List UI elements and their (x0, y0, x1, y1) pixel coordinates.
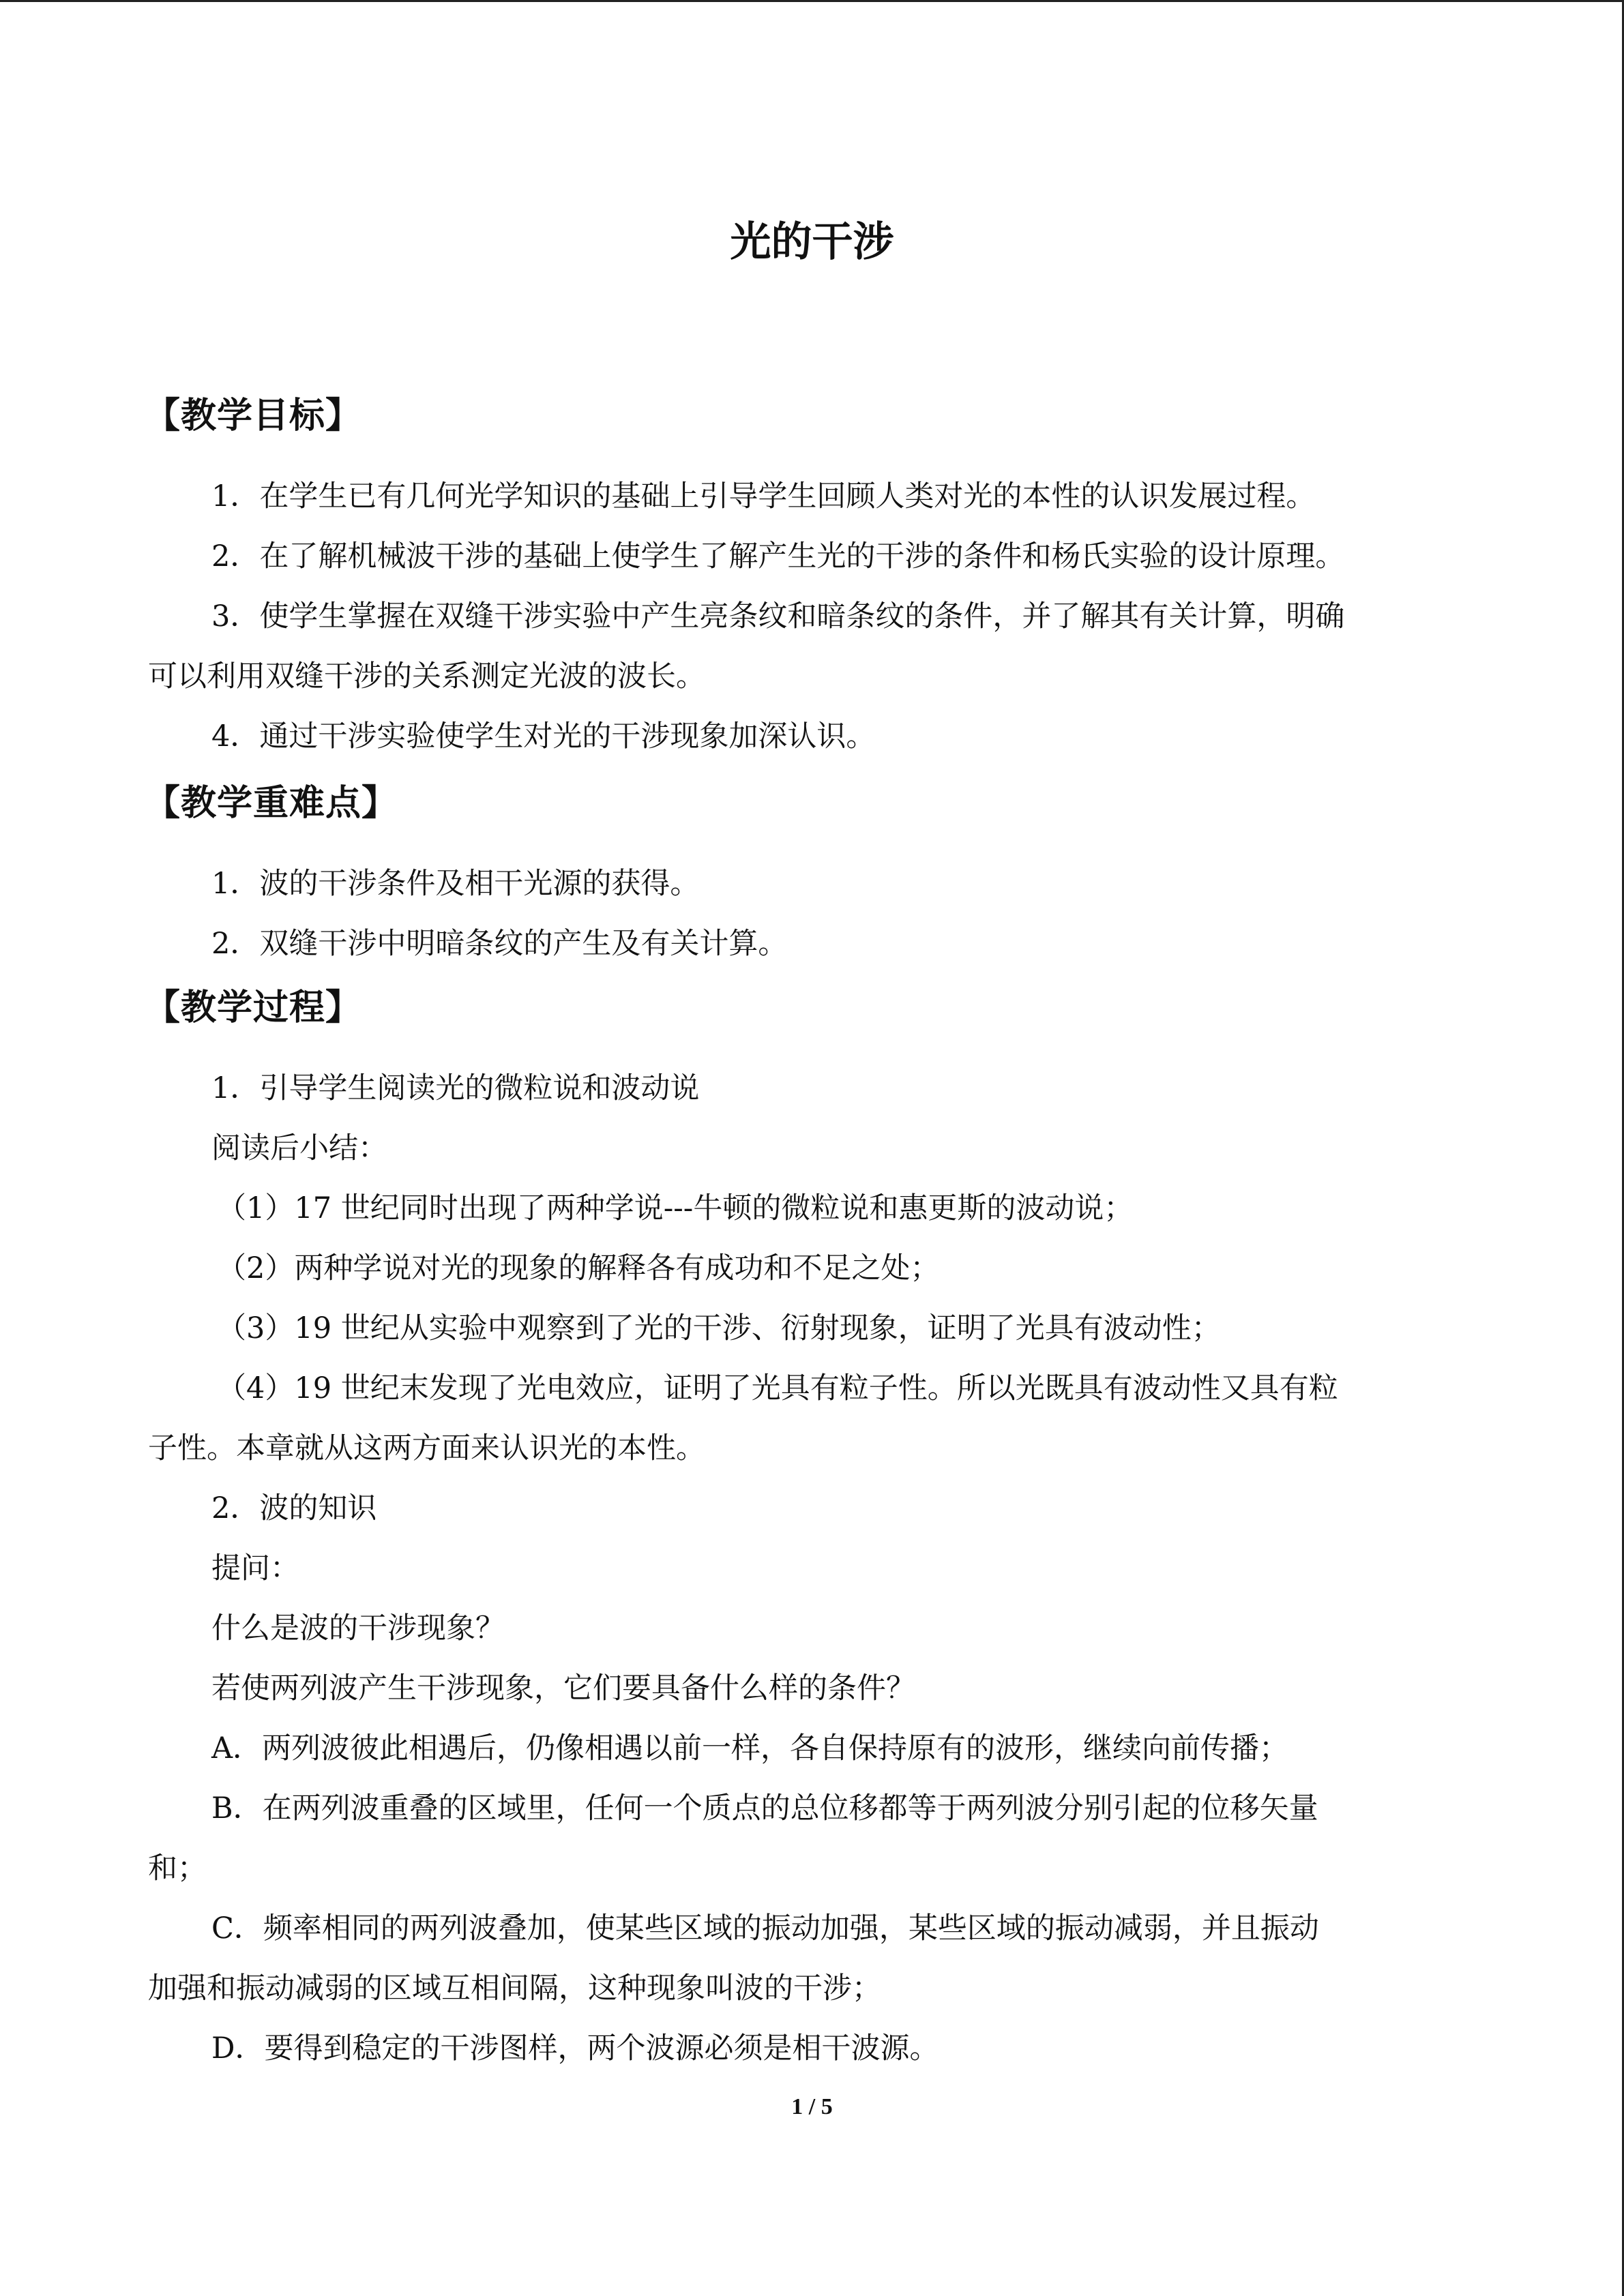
paragraph-line: 2．波的知识 (211, 1491, 377, 1525)
paragraph-line: 什么是波的干涉现象？ (211, 1611, 505, 1645)
paragraph-line: 加强和振动减弱的区域互相间隔，这种现象叫波的干涉； (148, 1971, 881, 2006)
paragraph-line: 1．在学生已有几何光学知识的基础上引导学生回顾人类对光的本性的认识发展过程。 (211, 479, 1316, 513)
paragraph-line: 2．在了解机械波干涉的基础上使学生了解产生光的干涉的条件和杨氏实验的设计原理。 (211, 539, 1345, 573)
paragraph-line: 4．通过干涉实验使学生对光的干涉现象加深认识。 (211, 719, 876, 754)
section-heading-process: 【教学过程】 (145, 987, 362, 1028)
paragraph-line: A．两列波彼此相遇后，仍像相遇以前一样，各自保持原有的波形，继续向前传播； (211, 1731, 1289, 1765)
paragraph-line: （1）17 世纪同时出现了两种学说---牛顿的微粒说和惠更斯的波动说； (217, 1191, 1134, 1225)
paragraph-line: 3．使学生掌握在双缝干涉实验中产生亮条纹和暗条纹的条件，并了解其有关计算，明确 (211, 599, 1345, 633)
paragraph-line: 可以利用双缝干涉的关系测定光波的波长。 (148, 659, 705, 694)
paragraph-line: 若使两列波产生干涉现象，它们要具备什么样的条件？ (211, 1671, 915, 1705)
paragraph-line: 2．双缝干涉中明暗条纹的产生及有关计算。 (211, 927, 788, 961)
paragraph-line: （3）19 世纪从实验中观察到了光的干涉、衍射现象，证明了光具有波动性； (217, 1311, 1221, 1345)
paragraph-line: B．在两列波重叠的区域里，任何一个质点的总位移都等于两列波分别引起的位移矢量 (211, 1791, 1318, 1825)
paragraph-line: 和； (148, 1851, 207, 1885)
section-heading-key-points: 【教学重难点】 (145, 783, 398, 824)
paragraph-line: 子性。本章就从这两方面来认识光的本性。 (148, 1431, 705, 1465)
paragraph-line: （4）19 世纪末发现了光电效应，证明了光具有粒子性。所以光既具有波动性又具有粒 (217, 1371, 1338, 1405)
document-title: 光的干涉 (730, 218, 894, 266)
page-number: 1 / 5 (791, 2094, 833, 2119)
paragraph-line: 1．波的干涉条件及相干光源的获得。 (211, 867, 700, 901)
paragraph-line: C．频率相同的两列波叠加，使某些区域的振动加强，某些区域的振动减弱，并且振动 (211, 1911, 1319, 1945)
paragraph-line: 阅读后小结： (211, 1131, 387, 1165)
paragraph-line: （2）两种学说对光的现象的解释各有成功和不足之处； (217, 1251, 940, 1285)
section-heading-objectives: 【教学目标】 (145, 396, 362, 436)
paragraph-line: D．要得到稳定的干涉图样，两个波源必须是相干波源。 (211, 2031, 939, 2066)
paragraph-line: 1．引导学生阅读光的微粒说和波动说 (211, 1071, 700, 1105)
paragraph-line: 提问： (211, 1551, 299, 1585)
